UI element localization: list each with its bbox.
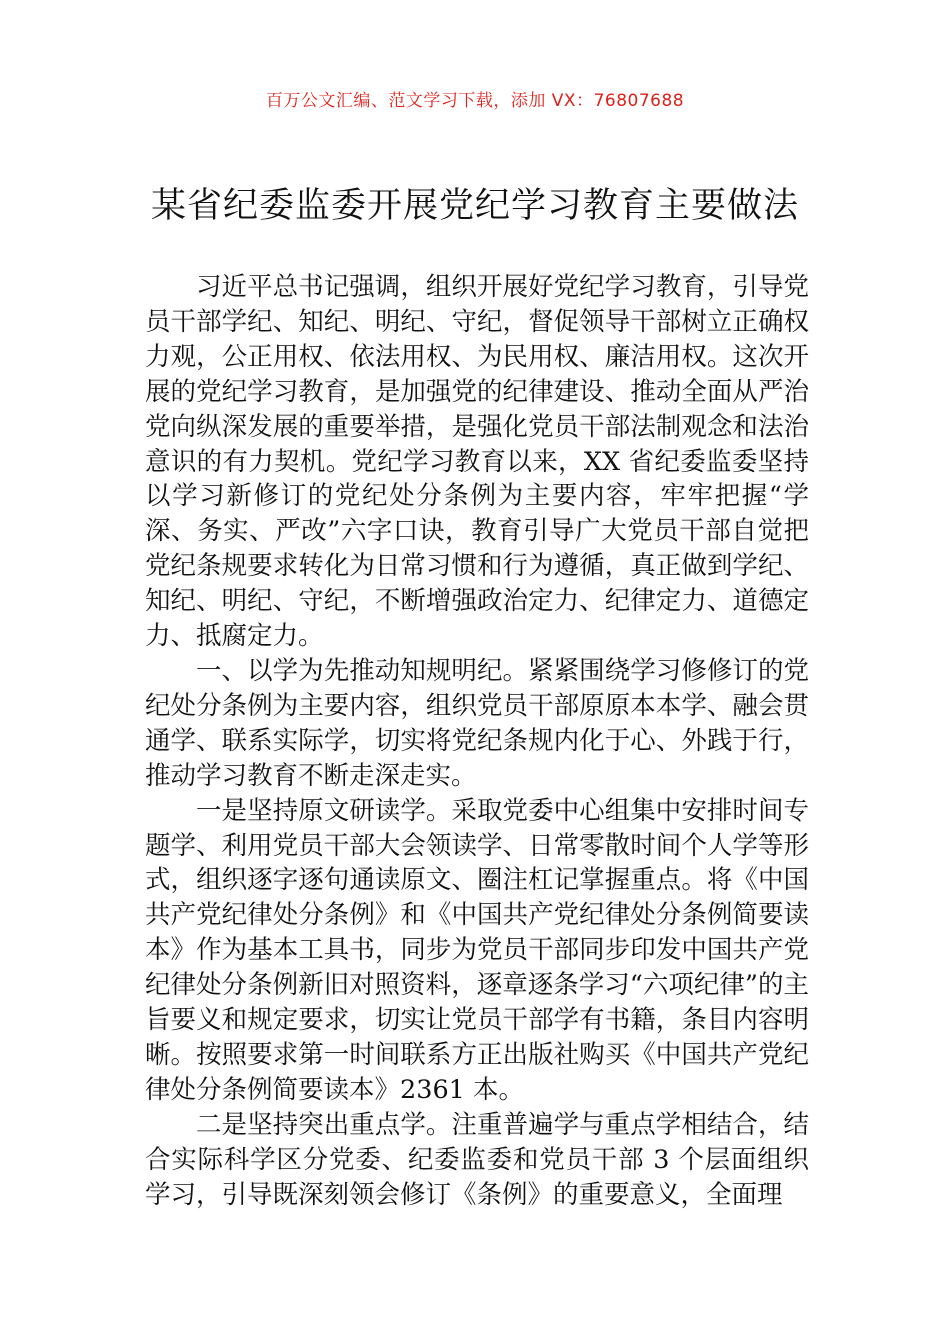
document-body xyxy=(145,270,809,1212)
header-watermark-note: 百万公文汇编、范文学习下载，添加 VX：76807688 xyxy=(265,91,685,111)
document-title: 某省纪委监委开展党纪学习教育主要做法 xyxy=(150,186,799,226)
body-paragraph-point-one: 一是坚持原文研读学。采取党委中心组集中安排时间专题学、利用党员干部大会领读学、日常零散时间个人学等形式，组织逐字逐句通读原文、圈注杠记掌握重点。将《中国共产党纪律处分条例》和《中国共产党纪律处分条例简要读本》作为基本工具书，同步为党员干部同步印发中国共产党纪律处分条例新旧对照资料，逐章逐条学习“六项纪律”的主旨要义和规定要求，切实让党员干部学有书籍，条目内容明晰。按照要求第一时间联系方正出版社购买《中国共产党纪律处分条例简要读本》2361 本。 xyxy=(145,795,809,1105)
body-paragraph-section-one: 一、以学为先推动知规明纪。紧紧围绕学习修修订的党纪处分条例为主要内容，组织党员干部原原本本学、融会贯通学、联系实际学，切实将党纪条规内化于心、外践于行，推动学习教育不断走深走实。 xyxy=(145,655,809,791)
body-paragraph-point-two: 二是坚持突出重点学。注重普遍学与重点学相结合，结合实际科学区分党委、纪委监委和党员干部 3 个层面组织学习，引导既深刻领会修订《条例》的重要意义，全面理 xyxy=(145,1109,809,1210)
body-paragraph-intro: 习近平总书记强调，组织开展好党纪学习教育，引导党员干部学纪、知纪、明纪、守纪，督促领导干部树立正确权力观，公正用权、依法用权、为民用权、廉洁用权。这次开展的党纪学习教育，是加强党的纪律建设、推动全面从严治党向纵深发展的重要举措，是强化党员干部法制观念和法治意识的有力契机。党纪学习教育以来，XX 省纪委监委坚持以学习新修订的党纪处分条例为主要内容，牢牢把握“学深、务实、严改”六字口诀，教育引导广大党员干部自觉把党纪条规要求转化为日常习惯和行为遵循，真正做到学纪、知纪、明纪、守纪，不断增强政治定力、纪律定力、道德定力、抵腐定力。 xyxy=(145,272,809,652)
